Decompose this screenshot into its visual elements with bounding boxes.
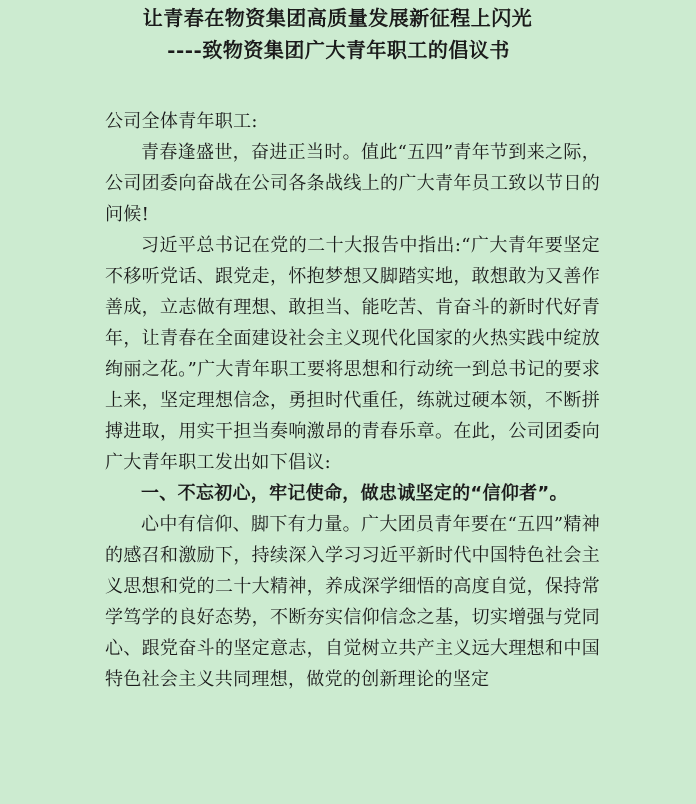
salutation: 公司全体青年职工: xyxy=(105,111,258,132)
paragraph-section-1: 心中有信仰、脚下有力量。广大团员青年要在“五四”精神的感召和激励下，持续深入学习习近平新时代中国特色社会主义思想和党的二十大精神，养成深学细悟的高度自觉，保持常学笃学的良好态势，不断夯实信仰信念之基，切实增强与党同心、跟党奋斗的坚定意志，自觉树立共产主义远大理想和中国特色社会主义共同理想，做党的创新理论的坚定 xyxy=(105,514,600,690)
document-subtitle: ----致物资集团广大青年职工的倡议书 xyxy=(167,38,510,62)
paragraph-greeting: 青春逢盛世，奋进正当时。值此“五四”青年节到来之际，公司团委向奋战在公司各条战线上的广大青年员工致以节日的问候! xyxy=(105,142,600,225)
section-heading-1: 一、不忘初心，牢记使命，做忠诚坚定的“信仰者”。 xyxy=(141,483,568,504)
paragraph-report-quote: 习近平总书记在党的二十大报告中指出:“广大青年要坚定不移听党话、跟党走，怀抱梦想又脚踏实地，敢想敢为又善作善成，立志做有理想、敢担当、能吃苦、肯奋斗的新时代好青年，让青春在全面建设社会主义现代化国家的火热实践中绽放绚丽之花。”广大青年职工要将思想和行动统一到总书记的要求上来，坚定理想信念，勇担时代重任，练就过硬本领，不断拼搏进取，用实干担当奏响激昂的青春乐章。在此，公司团委向广大青年职工发出如下倡议: xyxy=(105,235,600,473)
document-body xyxy=(105,106,600,695)
document-title: 让青春在物资集团高质量发展新征程上闪光 xyxy=(142,6,533,30)
